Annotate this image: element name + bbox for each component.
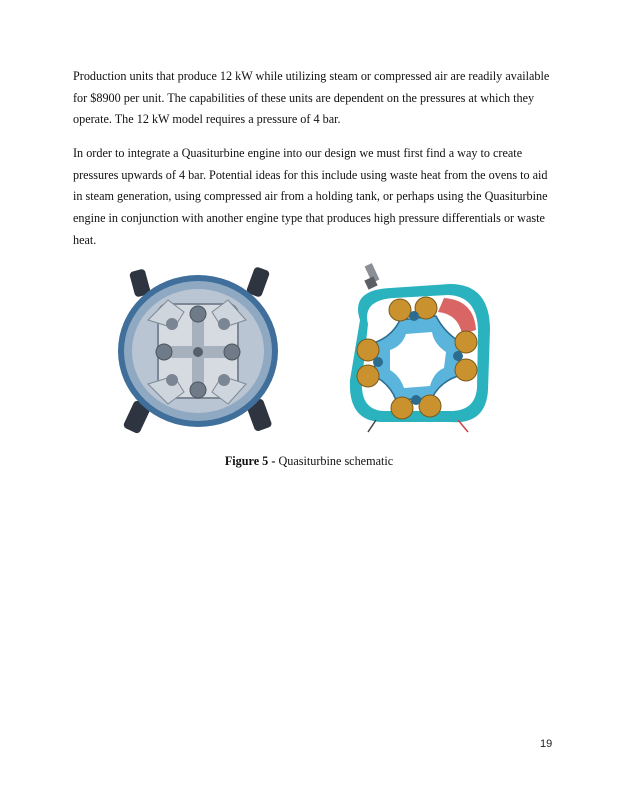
figure-caption <box>0 454 618 469</box>
paragraph-production-units: Production units that produce 12 kW while utilizing steam or compressed air are readily available for $8900 per unit. The capabilities of these units are dependent on the pressures at which they operate. The 12 kW model requires a pressure of 4 bar. <box>73 69 550 127</box>
quasiturbine-schematic-image <box>340 260 495 435</box>
page-number: 19 <box>540 738 553 750</box>
figure-caption-text: Quasiturbine schematic <box>278 454 394 468</box>
figure-label: Figure 5 - <box>224 454 276 468</box>
paragraph-integration-ideas: In order to integrate a Quasiturbine engine into our design we must first find a way to create pressures upwards of 4 bar. Potential ideas for this include using waste heat from the ovens to aid in steam generation, using compressed air from a holding tank, or perhaps using the Quasiturbine engine in conjunction with another engine type that produces high pressure differentials or waste heat. <box>73 146 548 247</box>
quasiturbine-photo-image <box>114 264 282 438</box>
